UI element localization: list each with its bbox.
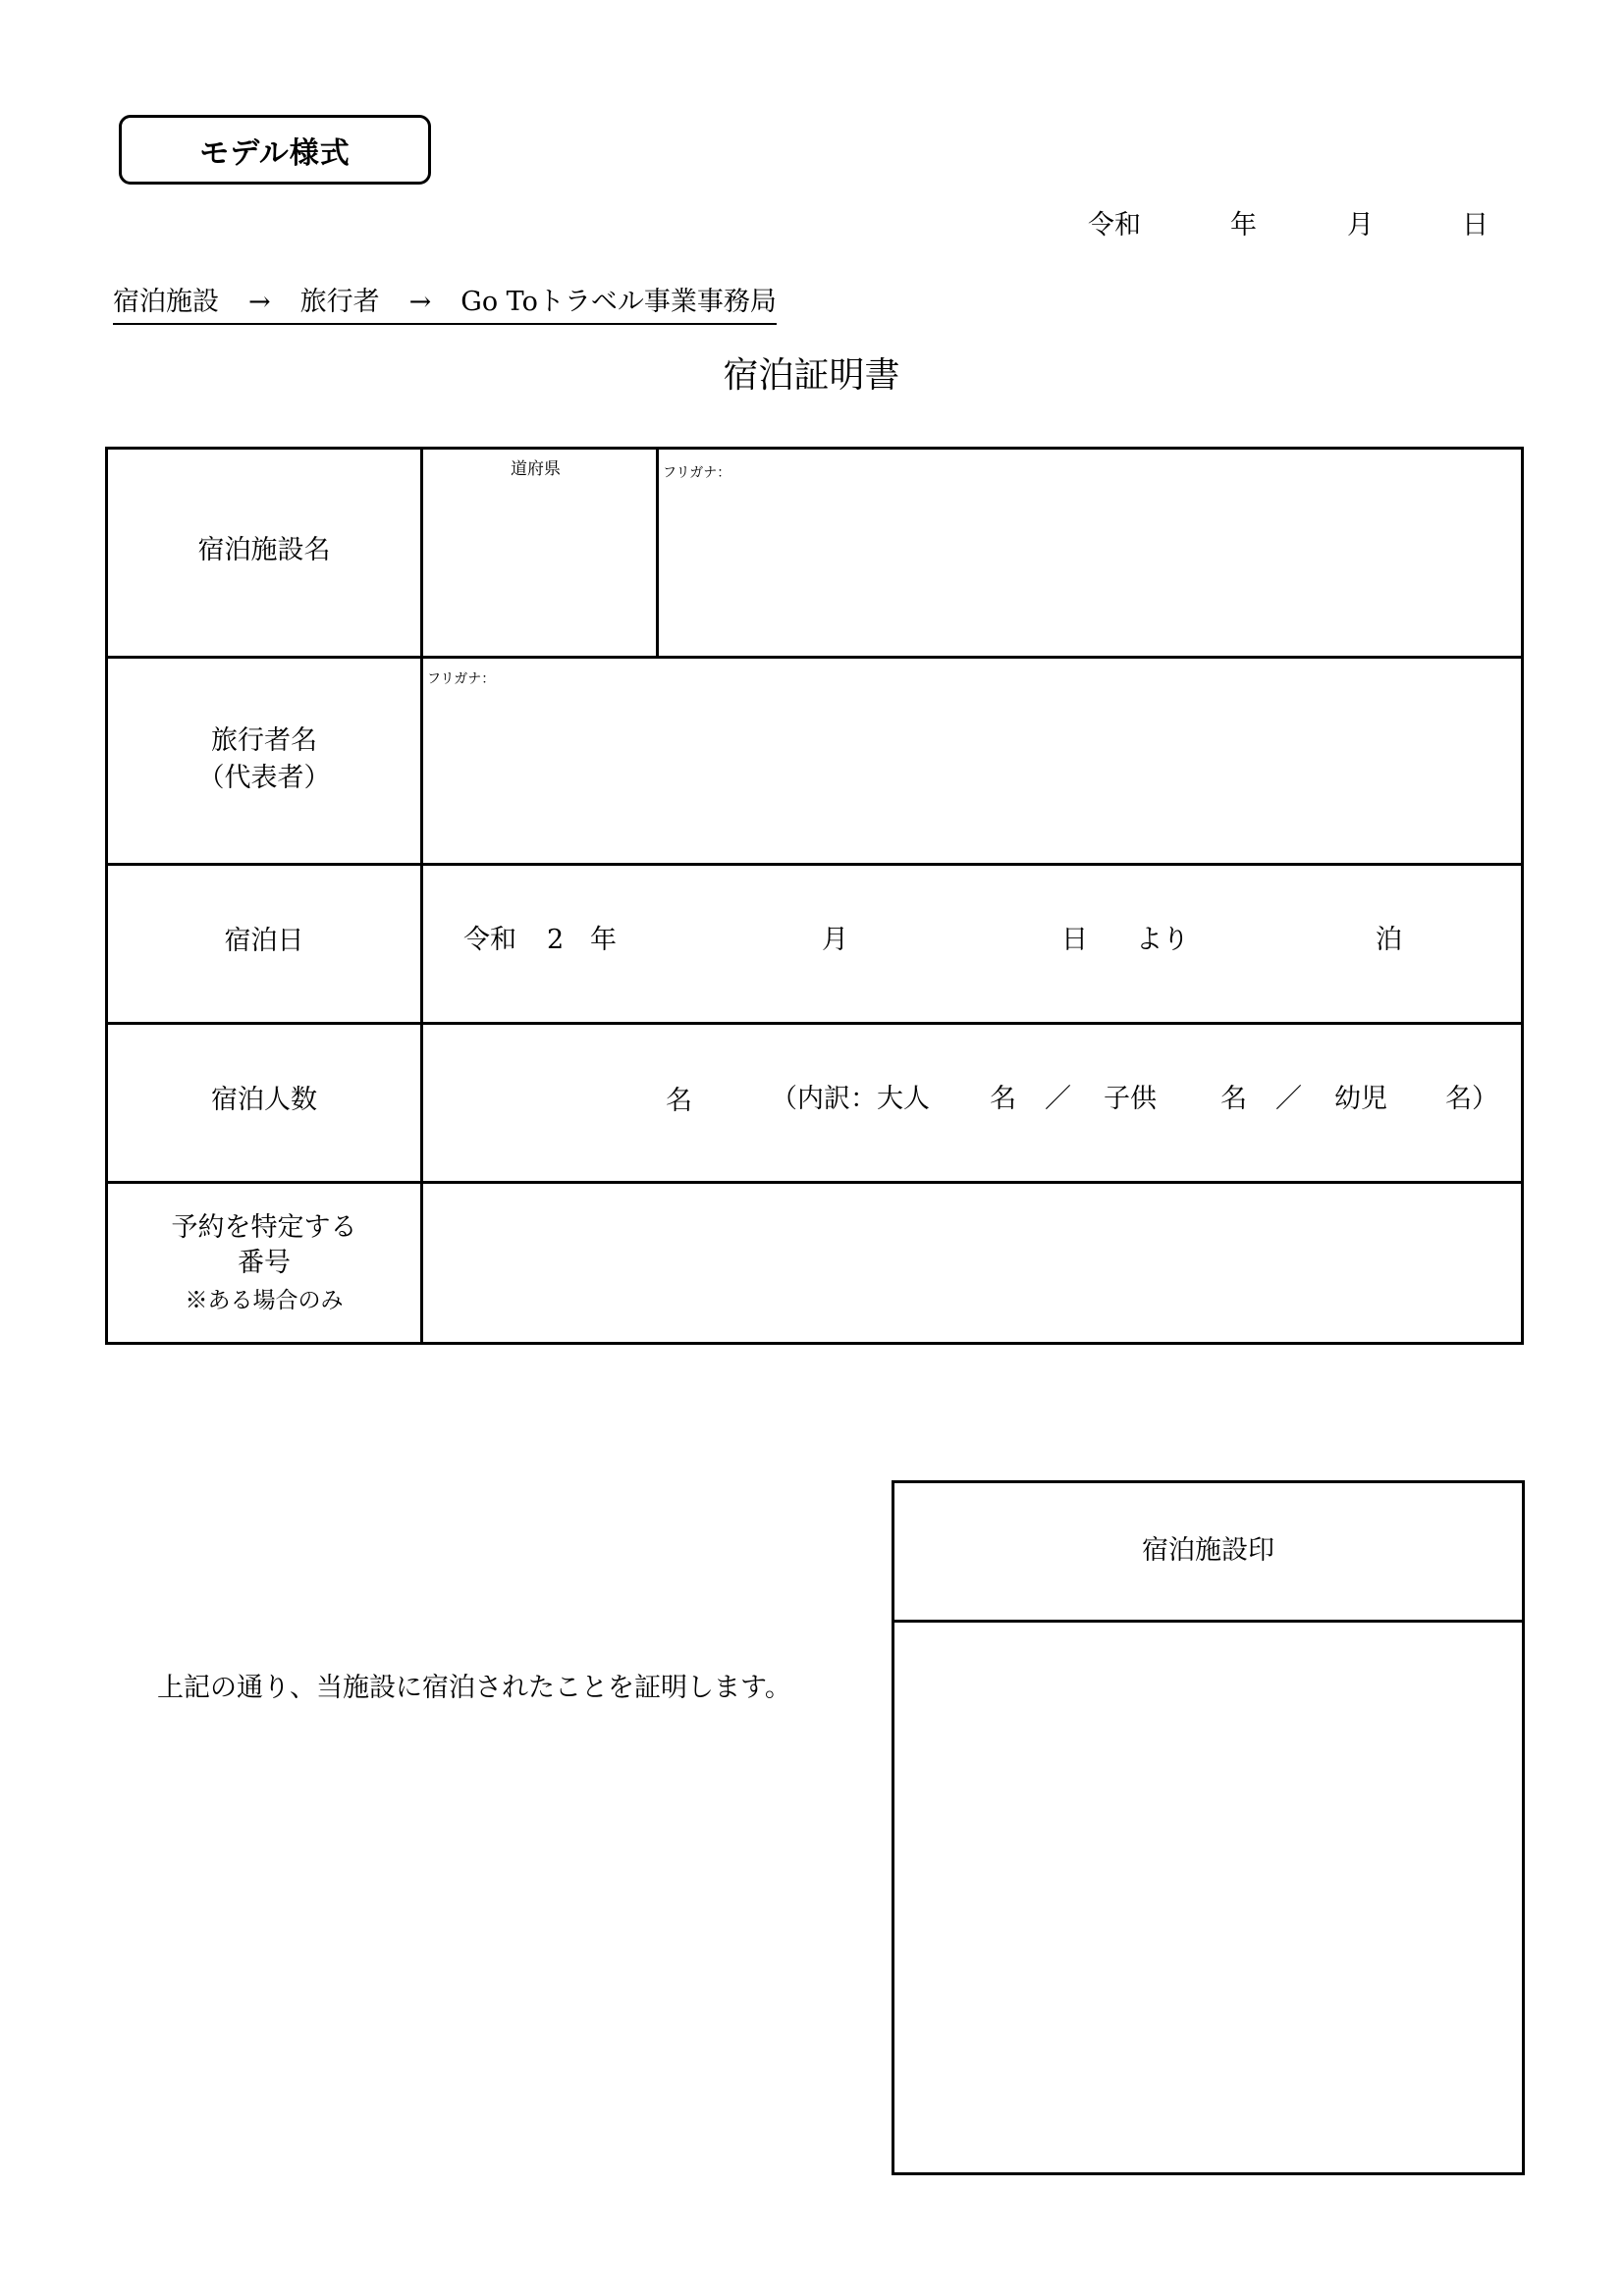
- reservation-number-label-line2: 番号: [238, 1248, 291, 1278]
- certification-statement: 上記の通り、当施設に宿泊されたことを証明します。: [157, 1673, 791, 1703]
- stamp-area[interactable]: [894, 1623, 1522, 2172]
- document-title: 宿泊証明書: [723, 355, 900, 396]
- traveler-representative-label: （代表者）: [197, 763, 331, 793]
- badge-label: モデル様式: [199, 135, 351, 171]
- guest-adult-unit: 名: [990, 1084, 1016, 1114]
- stay-date-year: 年: [590, 925, 617, 955]
- stay-nights-unit: 泊: [1376, 925, 1402, 955]
- guest-separator-1: ／: [1045, 1084, 1071, 1114]
- guest-infant-label: 幼児: [1334, 1084, 1387, 1114]
- route-line: [113, 283, 777, 325]
- reservation-number-label: 予約を特定する: [171, 1212, 357, 1243]
- certificate-table: [105, 447, 1524, 1345]
- facility-name-field[interactable]: [659, 481, 1519, 654]
- date-day: 日: [1462, 210, 1488, 240]
- stay-date-era: 令和: [463, 925, 516, 955]
- row-divider-2: [108, 863, 1521, 866]
- prefecture-field[interactable]: [423, 481, 655, 654]
- stay-date-month: 月: [822, 925, 848, 955]
- traveler-furigana-label: フリガナ：: [427, 671, 496, 687]
- stay-date-year-value: 2: [547, 925, 565, 955]
- route-arrow-2: →: [408, 287, 432, 317]
- model-form-badge: [119, 115, 431, 185]
- guest-separator-2: ／: [1275, 1084, 1302, 1114]
- facility-stamp-label: 宿泊施設印: [1142, 1535, 1274, 1566]
- date-year: 年: [1230, 210, 1257, 240]
- route-from: 宿泊施設: [113, 287, 219, 317]
- facility-furigana-label: フリガナ：: [663, 465, 731, 481]
- route-to: Go Toトラベル事業事務局: [460, 287, 777, 317]
- route-middle: 旅行者: [299, 287, 380, 317]
- reservation-note: ※ある場合のみ: [185, 1288, 344, 1313]
- guest-count-label: 宿泊人数: [211, 1085, 317, 1115]
- guest-child-label: 子供: [1104, 1084, 1157, 1114]
- traveler-name-label: 旅行者名: [211, 725, 317, 756]
- row-divider-1: [108, 656, 1521, 659]
- facility-name-label: 宿泊施設名: [197, 535, 331, 565]
- stay-date-day: 日: [1061, 925, 1088, 955]
- stay-date-from: より: [1136, 925, 1189, 955]
- guest-total-unit: 名: [666, 1086, 692, 1116]
- date-era: 令和: [1088, 210, 1141, 240]
- stay-date-label: 宿泊日: [224, 926, 304, 956]
- reservation-number-field[interactable]: [423, 1184, 1519, 1341]
- row-divider-3: [108, 1022, 1521, 1025]
- guest-breakdown-adult: （内訳：大人: [771, 1084, 930, 1114]
- guest-child-unit: 名: [1220, 1084, 1247, 1114]
- date-month: 月: [1347, 210, 1374, 240]
- facility-stamp-box: [892, 1480, 1525, 2175]
- traveler-name-field[interactable]: [423, 689, 1519, 861]
- prefecture-label: 道府県: [511, 459, 561, 479]
- route-arrow-1: →: [248, 287, 271, 317]
- guest-infant-unit: 名）: [1445, 1084, 1498, 1114]
